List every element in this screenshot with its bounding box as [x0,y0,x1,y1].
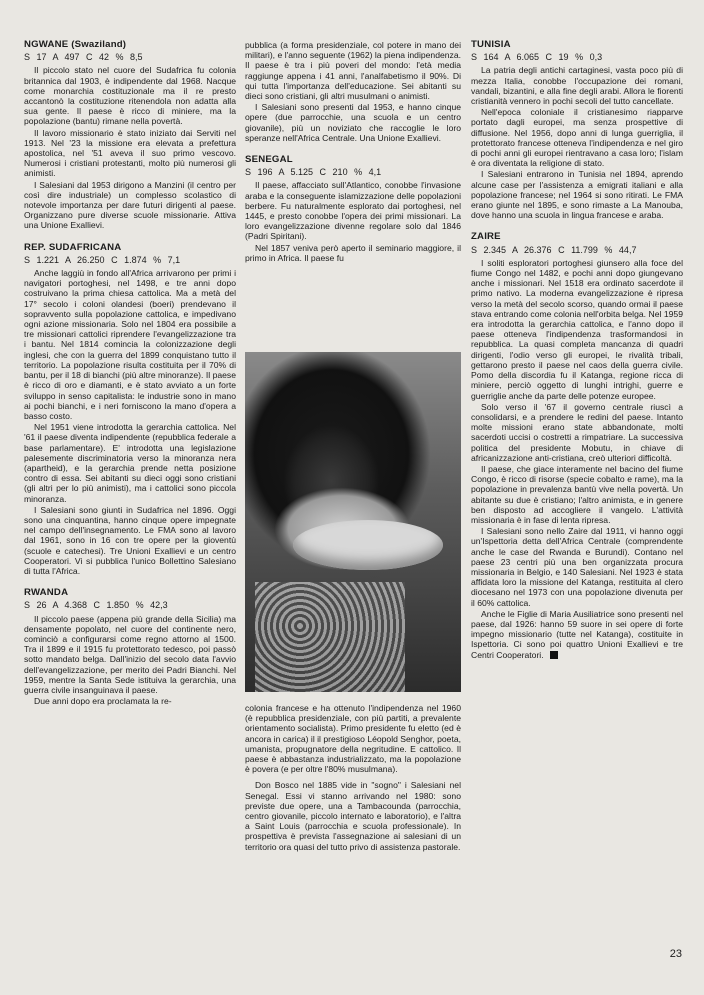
paragraph: Nel 1857 veniva però aperto il seminario maggiore, il primo in Africa. Il paese fu [245,242,461,263]
paragraph: I Salesiani entrarono in Tunisia nel 1894, aprendo alcune case per l'assistenza a emigrati italiani e alla popolazione francese; nel 1964 si sono ritirati. Le FMA erano giunte nel 1895, e sono rimaste a La Manouba, dove hanno una scuola in lingua francese e araba. [471,169,683,221]
section-tunisia [471,40,683,220]
column-middle [245,40,461,275]
paragraph-text: Anche le Figlie di Maria Ausiliatrice sono presenti nel paese, dal 1926: hanno 59 suore in sei opere di forte impegno missionario (tutte nel Katanga), costituite in Ispettoria. Ci sono poi quattro Unioni Exallievi e tre Centri Cooperatori. [471,608,683,660]
section-zaire [471,232,683,659]
country-stats: S 1.221 A 26.250 C 1.874 % 7,1 [24,254,181,265]
paragraph [471,609,683,660]
country-heading: ZAIRE [471,231,501,243]
paragraph: I Salesiani sono giunti in Sudafrica nel 1896. Oggi sono una cinquantina, hanno cinque opere impegnate nel campo dell'insegnamento. Le FMA sono al lavoro dal 1961, sono in 16 con tre opere per la gioventù (scuole e catechesi). Tre Unioni Exallievi e un centro Cooperatori. Vi si pubblica l'unico Bollettino Salesiano di tutta l'Africa. [24,504,236,576]
paragraph: colonia francese e ha ottenuto l'indipendenza nel 1960 (è repubblica presidenziale, con più partiti, a prevalente orientamento socialista). Primo presidente fu eletto (ed è ancora in carica) il il prestigioso Léopold Senghor, poeta, umanista, propugnatore della negritudine. E cattolico. Il paese è abbastanza industrializzato, ma la popolazione è povera (e per oltre l'80% musulmana). [245,703,461,775]
paragraph: Il lavoro missionario è stato iniziato dai Serviti nel 1913. Nel '23 la missione era elevata a prefettura apostolica, nel '51 aveva il suo primo vescovo. Numerosi i cristiani protestanti, molto più numerosi gli animisti. [24,127,236,179]
child-drinking-from-bowl-photo [245,352,461,692]
country-heading: SENEGAL [245,154,293,166]
paragraph: I soliti esploratori portoghesi giunsero alla foce del fiume Congo nel 1482, e pochi anni dopo giungevano anche i missionari. Nel 1518 era ordinato sacerdote il primo nativo. La moderna evangelizzazione è ripresa verso la metà del secolo scorso, quando ormai il paese stava entrando come colonia nell'orbita belga. Nel 1959 era introdotta la gerarchia cattolica, e l'anno dopo il paese otteneva l'indipendenza trasformandosi in repubblica. La quasi completa mancanza di quadri dirigenti, l'odio verso gli europei, le rivalità tribali, gettarono presto il paese nel caos della guerra civile. Pomo della discordia fu il Katanga, regione ricca di miniere, perciò oggetto di lunghi intrighi, guerre e guerriglie anche da parte delle potenze europee. [471,257,683,401]
country-heading: RWANDA [24,587,69,599]
paragraph: Solo verso il '67 il governo centrale riuscì a consolidarsi, e a prendere le redini del paese. Intanto molte missioni erano state abbandonate, molti sacerdoti uccisi o costretti a rimpatriare. La successiva politica del presidente Mobutu, in chiave di africanizzazione anti-cristiana, creò ulteriori difficoltà. [471,401,683,463]
paragraph: Il paese, affacciato sull'Atlantico, conobbe l'invasione araba e la conseguente islamizzazione delle popolazioni berbere. Fu naturalmente esplorato dai portoghesi, nel 1445, e presto conobbe l'opera dei primi missionari. La loro evangelizzazione divenne regolare solo dal 1846 (Padri Spiritani). [245,180,461,242]
country-stats: S 2.345 A 26.376 C 11.799 % 44,7 [471,244,637,255]
column-left [24,40,236,718]
paragraph: Il piccolo stato nel cuore del Sudafrica fu colonia britannica dal 1903, è indipendente dal 1968. Nacque come monarchia costituzionale ma il re presto accantonò la costituzione ritenendola non adatta alla sua gente. Il paese è ricco di miniere, ma la popolazione (bantu) rimane nella povertà. [24,65,236,127]
paragraph: La patria degli antichi cartaginesi, vasta poco più di mezza Italia, conobbe l'occupazione dei romani, vandali, bizantini, e alla fine degli arabi. Allora le fiorenti cristianità vennero in pochi secoli del tutto cancellate. [471,65,683,107]
bowl-shape [293,520,443,570]
country-stats: S 164 A 6.065 C 19 % 0,3 [471,52,603,63]
paragraph: Anche laggiù in fondo all'Africa arrivarono per primi i navigatori portoghesi, nel 1498, e tre anni dopo costruivano la prima chiesa cattolica. Ma a metà del 17° secolo i coloni olandesi (boeri) prendevano il sopravvento sulla popolazione cattolica, e impedivano ogni azione missionaria. Solo nel 1804 era possibile a tre missionari cattolici riprendere l'evangelizzazione tra i bantu. Nel 1814 comincia la colonizzazione degli inglesi, che con la guerra del 1899 conquistano tutto il territorio. La popolazione risulta costituita per il 70% di bantu, per il 18 di bianchi (più altre minoranze). Il paese è ricco di oro e diamanti, e è stato avviato a un forte sviluppo in senso capitalista: le industrie sono in mano ai pochi bianchi, e i neri forniscono la mano d'opera a basso costo. [24,268,236,421]
paragraph: I Salesiani dal 1953 dirigono a Manzini (il centro per così dire industriale) un complesso scolastico di notevole importanza per dare futuri dirigenti al paese. Organizzano pure diverse scuole missionarie. Attiva una Unione Exallievi. [24,179,236,231]
paragraph: Il paese, che giace interamente nel bacino del fiume Congo, è ricco di risorse (specie cobalto e rame), ma la popolazione in prevalenza bantù vive nella povertà. Un abitante su due è cristiano; l'altro animista, e in genere ben disposto ad accogliere il vangelo. L'attività missionaria è in fase di lenta ripresa. [471,463,683,525]
paragraph: Nell'epoca coloniale il cristianesimo riapparve portato dagli europei, ma senza prospettive di diffusione. Nel 1956, dopo anni di lunga guerriglia, il protettorato francese otteneva l'indipendenza e nel giro di pochi anni gli europei rientravano a casa loro; l'islam è ora diventata la religione di stato. [471,107,683,169]
section-sudafrica [24,243,236,577]
column-middle-lower [245,703,461,853]
section-senegal [245,155,461,263]
section-ngwane [24,40,236,231]
section-rwanda-cont [245,40,461,143]
country-heading: NGWANE (Swaziland) [24,39,127,50]
country-heading: TUNISIA [471,39,511,50]
page-number: 23 [669,948,682,960]
column-right [471,40,683,672]
country-stats: S 196 A 5.125 C 210 % 4,1 [245,167,382,178]
dress-pattern [255,582,405,692]
section-rwanda [24,588,236,706]
paragraph: I Salesiani sono presenti dal 1953, e hanno cinque opere (due parrocchie, una scuola e un centro giovanile), più un noviziato che raccoglie le loro speranze nell'Africa Centrale. Una Unione Exallievi. [245,102,461,143]
country-heading: REP. SUDAFRICANA [24,241,122,253]
paragraph: Il piccolo paese (appena più grande della Sicilia) ma densamente popolato, nel cuore del continente nero, cominciò a configurarsi come regno attorno al 1500. Tra il 1899 e il 1915 fu protettorato tedesco, poi passò sotto mandato belga. Dall'inizio del secolo data l'avvio dell'evangelizzazione, per merito dei Padri Bianchi. Nel 1959, mentre la Santa Sede istituiva la gerarchia, una guerra civile insanguinava il paese. [24,613,236,695]
country-stats: S 26 A 4.368 C 1.850 % 42,3 [24,600,168,611]
paragraph: Don Bosco nel 1885 vide in "sogno" i Salesiani nel Senegal. Essi vi stanno arrivando nel 1980: sono previste due opere, una a Tambacounda (parrocchia, centro giovanile, piccolo internato e laboratorio), e l'altra a Saint Louis (parrocchia e scuola professionale). In prospettiva è prevista l'assegnazione ai salesiani di un territorio ora quasi del tutto privo di assistenza pastorale. [245,780,461,852]
paragraph: Due anni dopo era proclamata la re- [34,696,172,707]
country-stats: S 17 A 497 C 42 % 8,5 [24,52,143,63]
paragraph: I Salesiani sono nello Zaire dal 1911, vi hanno oggi un'Ispettoria detta dell'Africa Centrale (comprendente anche le case del Rwanda e Burundi). Contano nel paese 23 centri più una ben organizzata procura missionaria in Belgio, e 140 Salesiani. Nel 1923 è stata affidata loro la missione del Katanga, restituita al clero diocesano nel 1973 con una popolazione divenuta per il 60% cattolica. [471,526,683,608]
end-of-article-mark [550,651,558,659]
paragraph: Nel 1951 viene introdotta la gerarchia cattolica. Nel '61 il paese diventa indipendente (repubblica federale a base parlamentare). E' introdotta una legislazione palesemente discriminatoria verso la minoranza nera (apartheid), e la gerarchia prende netta posizione contro di essa. Sei abitanti su dieci oggi sono cristiani (gli altri per lo più animisti), ma i cattolici sono piccola minoranza. [24,422,236,504]
paragraph: pubblica (a forma presidenziale, col potere in mano dei militari), e l'anno seguente (1962) la piena indipendenza. Il paese è tra i più poveri del mondo: l'età media raggiunge appena i 41 anni, l'analfabetismo il 90%. Di qui tutta l'importanza dell'educazione. Sei abitanti su dieci sono cristiani, gli altri musulmani o animisti. [245,40,461,102]
